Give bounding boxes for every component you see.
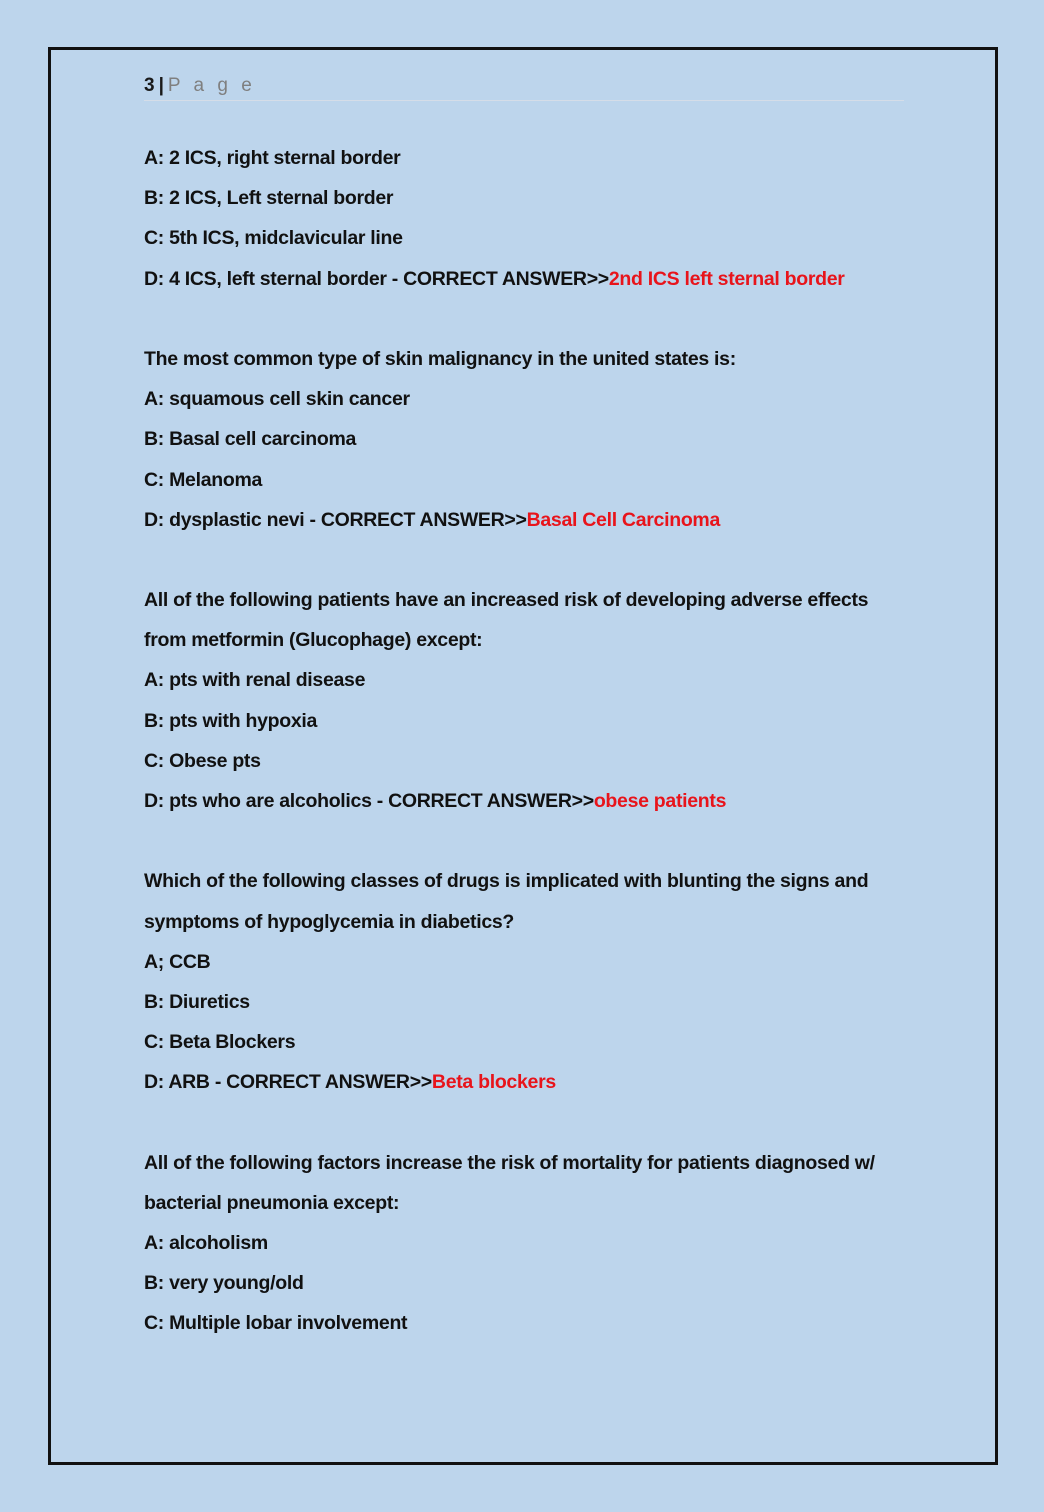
correct-answer: Basal Cell Carcinoma [526, 508, 721, 531]
question-block [144, 138, 924, 299]
option-c: C: 5th ICS, midclavicular line [144, 227, 403, 250]
option-d: D: pts who are alcoholics - CORRECT ANSWER>> [144, 790, 594, 812]
option-d: D: dysplastic nevi - CORRECT ANSWER>> [144, 508, 527, 531]
option-c: C: Melanoma [144, 468, 263, 491]
spacer [144, 299, 924, 339]
question-stem: All of the following factors increase the risk of mortality for patients diagnosed w/ [144, 1151, 875, 1174]
question-stem: bacterial pneumonia except: [144, 1191, 400, 1214]
spacer [144, 821, 924, 861]
option-a: A: alcoholism [144, 1232, 268, 1255]
option-a: A: squamous cell skin cancer [144, 388, 410, 411]
option-c: C: Obese pts [144, 749, 261, 772]
option-d-with-answer [144, 259, 924, 299]
correct-answer: obese patients [593, 790, 727, 812]
document-body [144, 138, 924, 1344]
option-a: A: 2 ICS, right sternal border [144, 147, 401, 169]
option-b: B: Diuretics [144, 990, 250, 1013]
correct-answer: Beta blockers [431, 1071, 556, 1094]
page-label: P a g e [167, 75, 256, 96]
option-d-with-answer [144, 1062, 924, 1102]
option-a: A; CCB [144, 950, 211, 973]
question-stem: symptoms of hypoglycemia in diabetics? [144, 910, 515, 933]
question-stem: from metformin (Glucophage) except: [144, 629, 483, 652]
question-block [144, 580, 924, 821]
page-header [144, 72, 904, 101]
correct-answer: 2nd ICS left sternal border [608, 267, 845, 290]
question-stem: The most common type of skin malignancy in the united states is: [144, 347, 736, 370]
option-b: B: Basal cell carcinoma [144, 428, 357, 451]
question-block [144, 339, 924, 540]
option-c: C: Multiple lobar involvement [144, 1312, 408, 1335]
option-b: B: 2 ICS, Left sternal border [144, 187, 394, 210]
option-d-with-answer [144, 500, 924, 540]
question-block [144, 861, 924, 1102]
page-number: 3 [144, 75, 155, 96]
spacer [144, 1103, 924, 1143]
option-b: B: pts with hypoxia [144, 709, 318, 732]
question-stem: All of the following patients have an increased risk of developing adverse effects [144, 589, 869, 612]
option-b: B: very young/old [144, 1272, 304, 1295]
option-d: D: 4 ICS, left sternal border - CORRECT ANSWER>> [144, 267, 609, 290]
option-d-with-answer [144, 781, 924, 821]
question-block [144, 1143, 924, 1344]
option-c: C: Beta Blockers [144, 1031, 296, 1054]
page-separator: | [158, 75, 164, 96]
spacer [144, 540, 924, 580]
option-a: A: pts with renal disease [144, 669, 366, 692]
question-stem: Which of the following classes of drugs is implicated with blunting the signs and [144, 870, 869, 893]
option-d: D: ARB - CORRECT ANSWER>> [144, 1071, 432, 1094]
